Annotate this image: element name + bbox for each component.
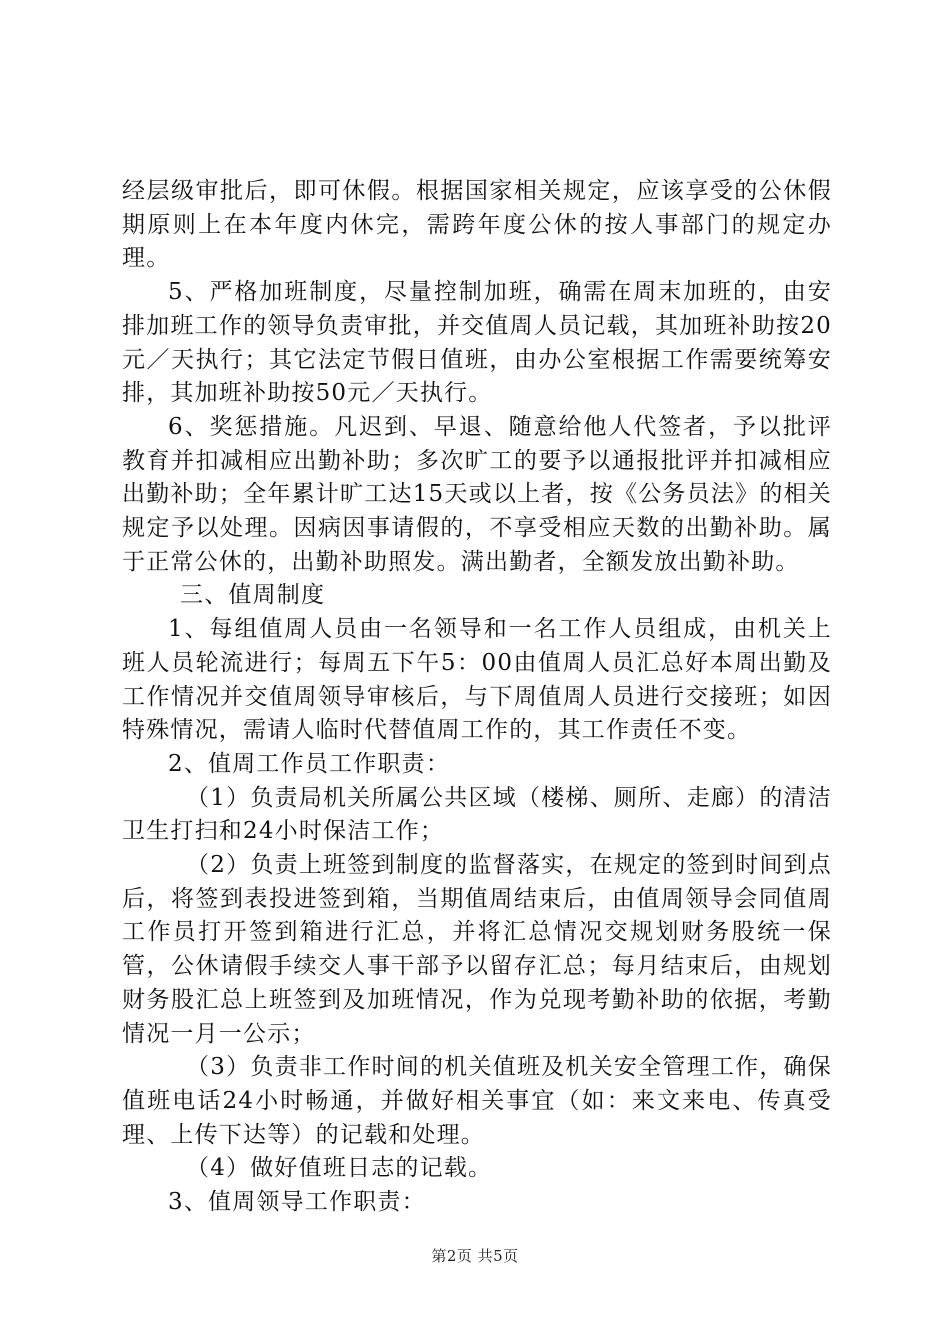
paragraph-duty-item-2: （2）负责上班签到制度的监督落实，在规定的签到时间到点后，将签到表投进签到箱，当期值周结束后，由值周领导会同值周工作员打开签到箱进行汇总，并将汇总情况交规划财务股统一保管，公休请假手续交人事干部予以留存汇总；每月结束后，由规划财务股汇总上班签到及加班情况，作为兑现考勤补助的依据，考勤情况一月一公示； (122, 852, 832, 1047)
paragraph-duty-item-3: （3）负责非工作时间的机关值班及机关安全管理工作，确保值班电话24小时畅通，并做好相关事宜（如：来文来电、传真受理、上传下达等）的记载和处理。 (122, 1054, 832, 1148)
page-footer (0, 1245, 950, 1266)
paragraph-duty-staff-title: 2、值周工作员工作职责： (168, 750, 451, 777)
paragraph-rewards-penalties: 6、奖惩措施。凡迟到、早退、随意给他人代签者，予以批评教育并扣减相应出勤补助；多次旷工的要予以通报批评并扣减相应出勤补助；全年累计旷工达15天或以上者，按《公务员法》的相关规定予以处理。因病因事请假的，不享受相应天数的出勤补助。属于正常公休的，出勤补助照发。满出勤者，全额发放出勤补助。 (122, 413, 832, 575)
paragraph-overtime-rule: 5、严格加班制度，尽量控制加班，确需在周末加班的，由安排加班工作的领导负责审批，并交值周人员记载，其加班补助按20元／天执行；其它法定节假日值班，由办公室根据工作需要统筹安排，其加班补助按50元／天执行。 (122, 279, 832, 407)
paragraph-duty-leader-title: 3、值周领导工作职责： (168, 1189, 426, 1216)
paragraph-duty-item-1: （1）负责局机关所属公共区域（楼梯、厕所、走廊）的清洁卫生打扫和24小时保洁工作； (122, 784, 832, 845)
page-number: 第2页 共5页 (431, 1247, 519, 1265)
paragraph-duty-item-4: （4）做好值班日志的记载。 (186, 1155, 493, 1182)
paragraph-duty-composition: 1、每组值周人员由一名领导和一名工作人员组成，由机关上班人员轮流进行；每周五下午5：00由值周人员汇总好本周出勤及工作情况并交值周领导审核后，与下周值周人员进行交接班；如因特殊情况，需请人临时代替值周工作的，其工作责任不变。 (122, 616, 832, 744)
document-body (122, 175, 832, 1220)
section-heading-duty-week: 三、值周制度 (180, 582, 326, 609)
paragraph-leave-continuation: 经层级审批后，即可休假。根据国家相关规定，应该享受的公休假期原则上在本年度内休完，需跨年度公休的按人事部门的规定办理。 (122, 178, 832, 272)
